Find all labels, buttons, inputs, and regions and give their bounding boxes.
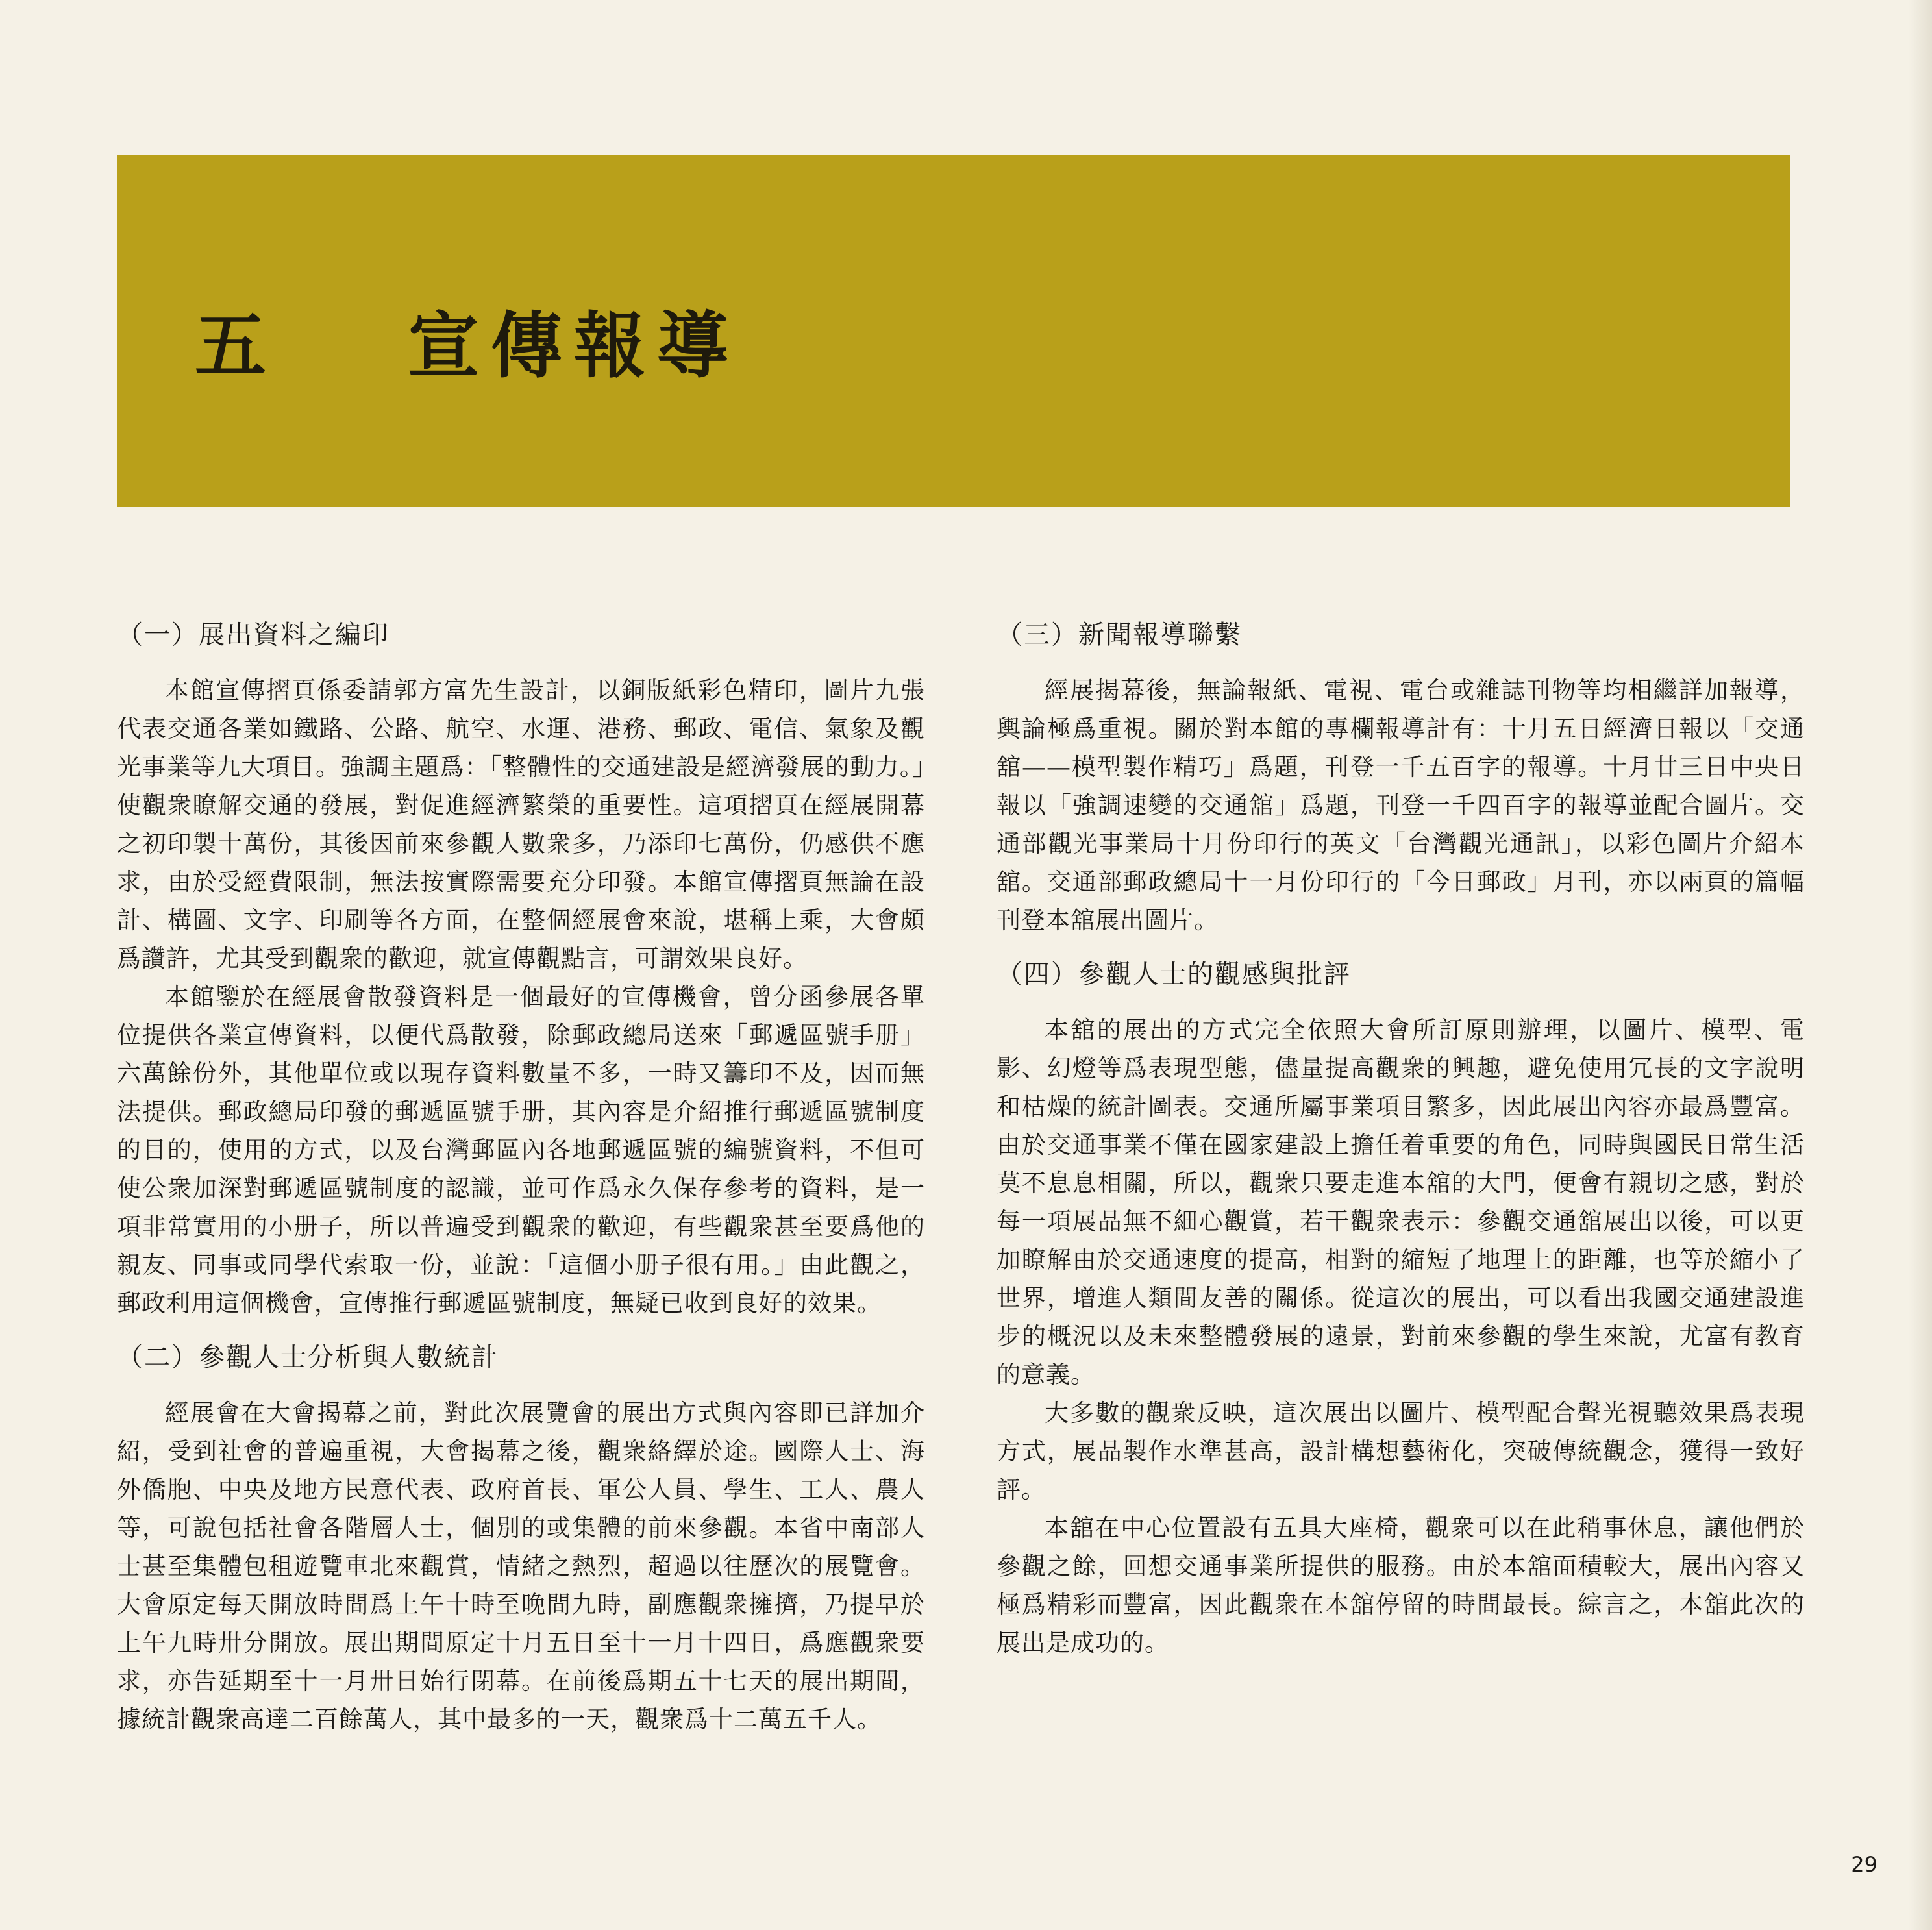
section-heading-4: （四）參觀人士的觀感與批評 [997,959,1351,989]
section-heading-1: （一）展出資料之編印 [117,620,390,650]
section-4-paragraph-3: 本舘在中心位置設有五具大座椅，觀衆可以在此稍事休息，讓他們於參觀之餘，回想交通事業所提供的服務。由於本舘面積較大，展出內容又極爲精彩而豐富，因此觀衆在本舘停留的時間最長。綜言之，本舘此次的展出是成功的。 [997,1514,1805,1657]
section-4-paragraph-2: 大多數的觀衆反映，這次展出以圖片、模型配合聲光視聽效果爲表現方式，展品製作水準甚高，設計構想藝術化，突破傳統觀念，獲得一致好評。 [997,1399,1805,1503]
chapter-number: 五 [195,304,266,388]
page-edge-shadow [1909,0,1932,1930]
section-1-paragraph-1: 本館宣傳摺頁係委請郭方富先生設計，以銅版紙彩色精印，圖片九張代表交通各業如鐵路、公路、航空、水運、港務、郵政、電信、氣象及觀光事業等九大項目。強調主題爲：「整體性的交通建設是經濟發展的動力。」使觀衆瞭解交通的發展，對促進經濟繁榮的重要性。這項摺頁在經展開幕之初印製十萬份，其後因前來參觀人數衆多，乃添印七萬份，仍感供不應求，由於受經費限制，無法按實際需要充分印發。本館宣傳摺頁無論在設計、構圖、文字、印刷等各方面，在整個經展會來說，堪稱上乘，大會頗爲讚許，尤其受到觀衆的歡迎，就宣傳觀點言，可謂效果良好。 [117,676,925,972]
section-heading-3: （三）新聞報導聯繫 [997,620,1242,650]
section-2-paragraph-1: 經展會在大會揭幕之前，對此次展覽會的展出方式與內容即已詳加介紹，受到社會的普遍重視，大會揭幕之後，觀衆絡繹於途。國際人士、海外僑胞、中央及地方民意代表、政府首長、軍公人員、學生、工人、農人等，可說包括社會各階層人士，個別的或集體的前來參觀。本省中南部人士甚至集體包租遊覽車北來觀賞，情緒之熱烈，超過以往歷次的展覽會。大會原定每天開放時間爲上午十時至晚間九時，副應觀衆擁擠，乃提早於上午九時卅分開放。展出期間原定十月五日至十一月十四日，爲應觀衆要求，亦告延期至十一月卅日始行閉幕。在前後爲期五十七天的展出期間，據統計觀衆高達二百餘萬人，其中最多的一天，觀衆爲十二萬五千人。 [117,1399,925,1733]
section-1-paragraph-2: 本館鑒於在經展會散發資料是一個最好的宣傳機會，曾分函參展各單位提供各業宣傳資料，以便代爲散發，除郵政總局送來「郵遞區號手册」六萬餘份外，其他單位或以現存資料數量不多，一時又籌印不及，因而無法提供。郵政總局印發的郵遞區號手册，其內容是介紹推行郵遞區號制度的目的，使用的方式，以及台灣郵區內各地郵遞區號的編號資料，不但可使公衆加深對郵遞區號制度的認識，並可作爲永久保存參考的資料，是一項非常實用的小册子，所以普遍受到觀衆的歡迎，有些觀衆甚至要爲他的親友、同事或同學代索取一份，並說：「這個小册子很有用。」由此觀之，郵政利用這個機會，宣傳推行郵遞區號制度，無疑已收到良好的效果。 [117,983,925,1317]
chapter-title: 宣傳報導 [408,304,740,388]
section-4-paragraph-1: 本舘的展出的方式完全依照大會所訂原則辦理，以圖片、模型、電影、幻燈等爲表現型態，儘量提高觀衆的興趣，避免使用冗長的文字說明和枯燥的統計圖表。交通所屬事業項目繁多，因此展出內容亦最爲豐富。由於交通事業不僅在國家建設上擔任着重要的角色，同時與國民日常生活莫不息息相關，所以，觀衆只要走進本舘的大門，便會有親切之感，對於每一項展品無不細心觀賞，若干觀衆表示：參觀交通舘展出以後，可以更加瞭解由於交通速度的提高，相對的縮短了地理上的距離，也等於縮小了世界，增進人類間友善的關係。從這次的展出，可以看出我國交通建設進步的概況以及未來整體發展的遠景，對前來參觀的學生來說，尤富有教育的意義。 [997,1016,1805,1389]
right-column [997,615,1805,1662]
left-column [117,615,925,1738]
section-3-paragraph-1: 經展揭幕後，無論報紙、電視、電台或雜誌刊物等均相繼詳加報導，輿論極爲重視。關於對本館的專欄報導計有：十月五日經濟日報以「交通舘——模型製作精巧」爲題，刊登一千五百字的報導。十月廿三日中央日報以「強調速變的交通舘」爲題，刊登一千四百字的報導並配合圖片。交通部觀光事業局十月份印行的英文「台灣觀光通訊」，以彩色圖片介紹本舘。交通部郵政總局十一月份印行的「今日郵政」月刊，亦以兩頁的篇幅刊登本舘展出圖片。 [997,676,1805,934]
section-heading-2: （二）參觀人士分析與人數統計 [117,1342,499,1372]
chapter-banner [117,155,1790,507]
page-number: 29 [1851,1852,1877,1877]
